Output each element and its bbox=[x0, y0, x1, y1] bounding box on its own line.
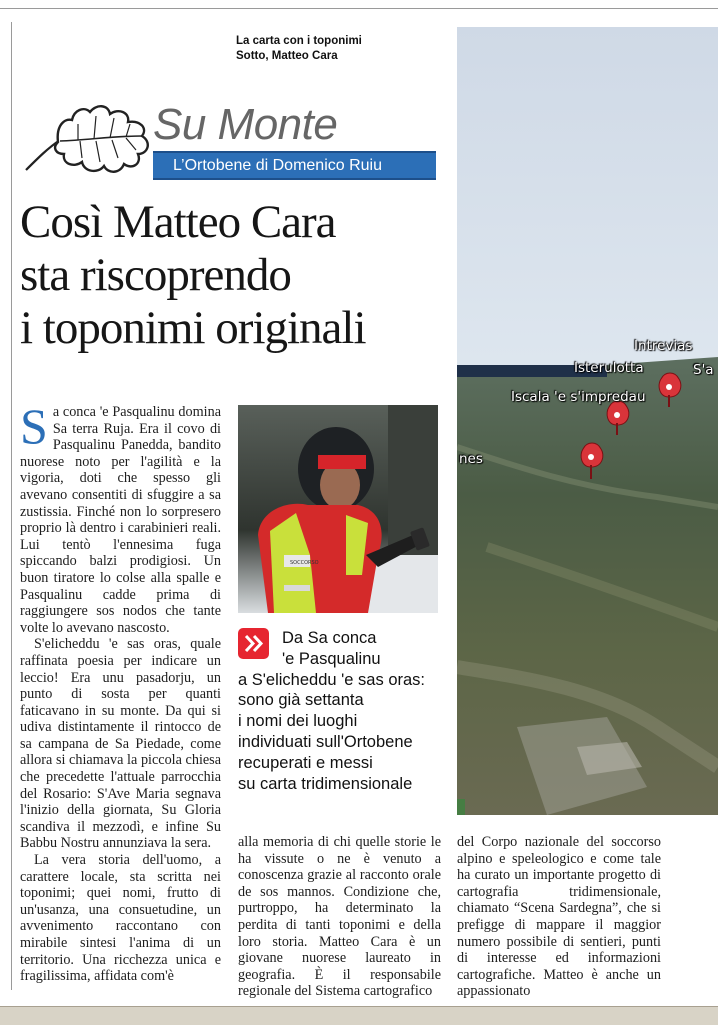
pull-quote-line-4: sono già settanta bbox=[238, 691, 364, 710]
article-column-1 bbox=[20, 398, 221, 985]
section-subtitle: L’Ortobene di Domenico Ruiu bbox=[173, 157, 383, 174]
map-label-intrevias: Intrevias bbox=[634, 338, 693, 354]
matteo-cara-photo bbox=[238, 405, 438, 613]
headline bbox=[20, 196, 450, 355]
bottom-bar bbox=[0, 1006, 718, 1025]
vest-text: SOCCORSO bbox=[290, 560, 319, 566]
headline-line-3: i toponimi originali bbox=[20, 302, 366, 354]
article-paragraph-4: alla memoria di chi quelle storie le ha vissute o ne è venuto a conoscenza grazie al racconto orale de sos mannos. Condizione che, purtroppo, ha determinato la perdita di tanti toponimi e della loro storia. Matteo Cara è un giovane nuorese laureato in geografia. È il responsabile regionale del Sistema cartografico bbox=[238, 834, 441, 1000]
article-paragraph-5: del Corpo nazionale del soccorso alpino e speleologico e come tale ha curato un importante progetto di cartografia tridimensionale, chiamato “Scena Sardegna”, che si prefigge di mappare il maggior numero possibile di sentieri, punti di interesse ed informazioni cartografiche. Matteo è anche un appassionato bbox=[457, 834, 661, 1000]
pull-quote-line-6: individuati sull'Ortobene bbox=[238, 732, 413, 751]
map-label-nes: nes bbox=[459, 451, 483, 467]
double-chevron-icon bbox=[238, 628, 269, 659]
pull-quote-line-3: a S'elicheddu 'e sas oras: bbox=[238, 670, 425, 689]
map-label-iscala: Iscala 'e s'impredau bbox=[511, 389, 646, 405]
article-column-2 bbox=[238, 834, 441, 1000]
oak-leaf-icon bbox=[18, 96, 158, 178]
pull-quote-line-1: Da Sa conca bbox=[282, 629, 377, 647]
image-caption bbox=[236, 34, 362, 64]
map-label-sa: S'a bbox=[693, 362, 714, 378]
map-terrain bbox=[457, 27, 718, 815]
photo-illustration bbox=[238, 405, 438, 613]
caption-line-1: La carta con i toponimi bbox=[236, 35, 362, 47]
left-column-rule bbox=[11, 22, 12, 990]
top-rule bbox=[0, 0, 718, 9]
article-paragraph-2: S'elicheddu 'e sas oras, quale raffinata poesia per indicare un leccio! Era unu pasadorju, un punto di sosta per quanti faticavano in su monte. Da qui si udiva distintamente il rintocco de sa campana de Sa Piedade, come allora si chiamava la piccola chiesa che precedette l'attuale parrocchia del Rosario: S'Ave Maria segnava l'inizio della giornata, Su Gloria scandiva il mezzodì, e infine Su Babbu Nostru annunziava la sera. bbox=[20, 636, 221, 852]
headline-line-1: Così Matteo Cara bbox=[20, 196, 336, 248]
pull-quote-line-8: su carta tridimensionale bbox=[238, 774, 413, 793]
pull-quote-line-7: recuperati e messi bbox=[238, 753, 373, 772]
pull-quote bbox=[238, 628, 448, 794]
headline-line-2: sta riscoprendo bbox=[20, 249, 291, 301]
section-subtitle-bar bbox=[153, 151, 436, 180]
map-label-isterulotta: Isterulotta bbox=[574, 360, 644, 376]
caption-line-2: Sotto, Matteo Cara bbox=[236, 50, 338, 62]
pull-quote-line-2: 'e Pasqualinu bbox=[282, 649, 381, 668]
article-paragraph-1-text: a conca 'e Pasqualinu domina Sa terra Ruja. Era il covo di Pasqualinu Panedda, bandito nuorese noto per l'agilità e la vigoria, doti che spesso gli avevano consentiti di sfuggire a sa zustissia. Finché non lo sorpresero proprio là dentro i carabinieri reali. Lui tentò l'ennesima fuga spiccando balzi prodigiosi. Un buon tiratore lo colse alla spalle e Pasqualinu cadde prima di raggiungere sos nodos che tante volte lo avevano nascosto. bbox=[20, 404, 221, 636]
article-paragraph-3: La vera storia dell'uomo, a carattere locale, sta scritta nei toponimi; quei nomi, frutto di un'usanza, una consuetudine, un avvenimento raccontano con mirabile sintesi l'anima di un territorio. Una ricchezza unica e fragilissima, affidata com'è bbox=[20, 852, 221, 985]
toponym-map bbox=[457, 27, 718, 815]
article-paragraph-1 bbox=[20, 398, 221, 636]
article-column-3 bbox=[457, 834, 661, 1000]
drop-cap: S bbox=[20, 398, 48, 454]
section-kicker: Su Monte bbox=[153, 100, 338, 149]
pull-quote-line-5: i nomi dei luoghi bbox=[238, 712, 358, 731]
